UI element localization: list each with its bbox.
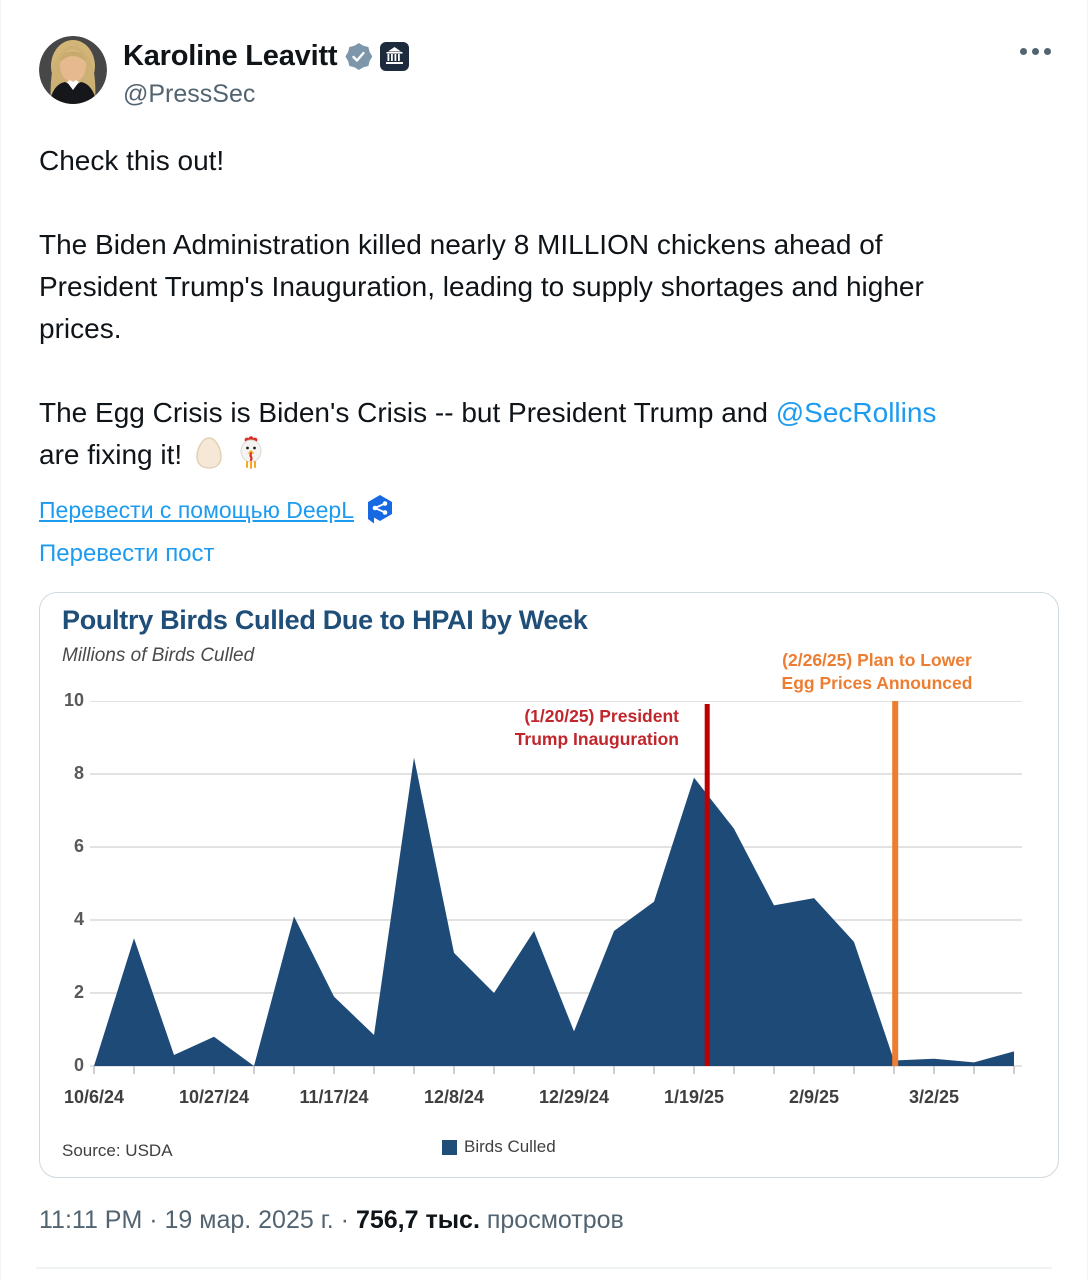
paragraph-3-line2: are fixing it! — [39, 434, 1049, 476]
paragraph-3-line1: The Egg Crisis is Biden's Crisis -- but President Trump and @SecRollins — [39, 397, 937, 428]
x-tick-label: 12/8/24 — [423, 1087, 485, 1107]
legend-label: Birds Culled — [464, 1137, 556, 1156]
paragraph-2-line: prices. — [39, 313, 122, 344]
y-tick-label: 6 — [73, 836, 84, 856]
rooster-emoji — [236, 435, 266, 469]
x-tick-label: 12/29/24 — [538, 1087, 610, 1107]
avatar-image — [39, 36, 107, 104]
more-icon — [1020, 48, 1027, 55]
author-name[interactable]: Karoline Leavitt — [123, 40, 338, 72]
views-count: 756,7 тыс. — [355, 1206, 480, 1234]
mention-secrollins[interactable]: @SecRollins — [775, 397, 937, 428]
timestamp-row — [39, 1206, 624, 1235]
white-house-icon — [380, 42, 409, 71]
egg-emoji — [196, 437, 222, 469]
chart-source: Source: USDA — [62, 1141, 173, 1160]
author-row[interactable] — [123, 40, 409, 73]
x-tick-label: 11/17/24 — [299, 1087, 369, 1107]
views-label: просмотров — [479, 1206, 624, 1234]
paragraph-3 — [39, 392, 1049, 476]
x-tick-label: 1/19/25 — [663, 1087, 725, 1107]
tweet-body — [39, 140, 1049, 518]
divider — [36, 1267, 1052, 1269]
x-tick-label: 2/9/25 — [788, 1087, 840, 1107]
paragraph-1: Check this out! — [39, 145, 225, 176]
avatar[interactable] — [39, 36, 107, 104]
paragraph-2 — [39, 224, 1049, 350]
chart-card[interactable] — [39, 592, 1059, 1178]
legend-swatch — [442, 1140, 457, 1155]
author-handle[interactable]: @PressSec — [123, 80, 256, 108]
annotation-inauguration: (1/20/25) President Trump Inauguration — [514, 706, 679, 749]
chart-title: Poultry Birds Culled Due to HPAI by Week — [62, 605, 588, 635]
translate-deepl-link[interactable]: Перевести с помощью DeepL — [39, 496, 354, 523]
verified-badge-icon — [345, 43, 372, 70]
y-tick-label: 4 — [73, 909, 84, 929]
x-tick-label: 3/2/25 — [908, 1087, 960, 1107]
paragraph-2-line: The Biden Administration killed nearly 8 MILLION chickens ahead of — [39, 229, 883, 260]
translate-post-link[interactable]: Перевести пост — [39, 540, 215, 567]
y-tick-label: 2 — [73, 982, 84, 1002]
timestamp: 11:11 PM · 19 мар. 2025 г. · — [39, 1206, 356, 1234]
annotation-egg-price-plan: (2/26/25) Plan to Lower Egg Prices Announced — [781, 650, 973, 693]
x-tick-label: 10/6/24 — [63, 1087, 125, 1107]
chart-legend — [442, 1137, 556, 1157]
y-tick-label: 10 — [63, 690, 84, 710]
paragraph-2-line: President Trump's Inauguration, leading to supply shortages and higher — [39, 271, 924, 302]
translate-deepl-row — [39, 494, 396, 526]
y-tick-label: 8 — [73, 763, 84, 783]
more-button[interactable] — [1020, 48, 1051, 55]
y-tick-label: 0 — [73, 1055, 84, 1075]
x-tick-label: 10/27/24 — [178, 1087, 250, 1107]
area-chart — [90, 701, 1022, 1086]
chart-y-axis-caption: Millions of Birds Culled — [62, 645, 255, 666]
deepl-icon — [364, 494, 396, 526]
